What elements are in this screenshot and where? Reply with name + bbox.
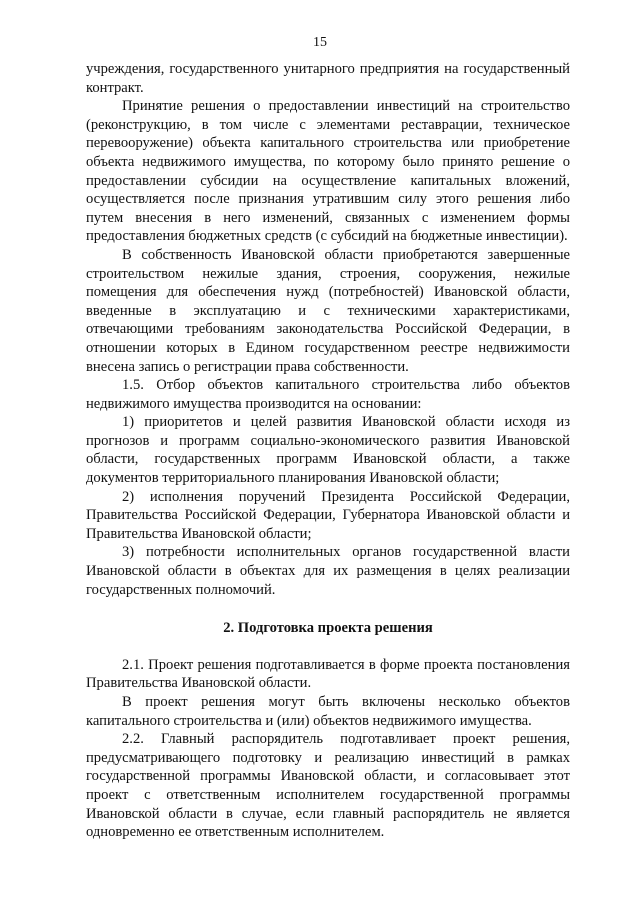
- paragraph-property-acquisition: В собственность Ивановской области приобретаются завершенные строительством нежилые здания, строения, сооружения, нежилые помещения для обеспечения нужд (потребностей) Ивановской области, введенные в эксплуатацию и с техническими характеристиками, отвечающими требованиям законодательства Российской Федерации, в отношении которых в Едином государственном реестре недвижимости внесена запись о регистрации права собственности.: [86, 246, 570, 375]
- section-heading: 2. Подготовка проекта решения: [223, 620, 433, 637]
- list-item-1: 1) приоритетов и целей развития Ивановской области исходя из прогнозов и программ социально-экономического развития Ивановской области, государственных программ Ивановской области, а также документов территориального планирования Ивановской области;: [86, 414, 570, 487]
- paragraph-multiple-objects: В проект решения могут быть включены несколько объектов капитального строительства и (или) объектов недвижимого имущества.: [86, 694, 570, 729]
- paragraph-continuation: учреждения, государственного унитарного предприятия на государственный контракт.: [86, 61, 570, 96]
- page-number: 15: [313, 35, 327, 50]
- paragraph-clause-2-2: 2.2. Главный распорядитель подготавливает проект решения, предусматривающего подготовку и реализацию инвестиций в рамках государственной программы Ивановской области, и согласовывает этот проект с ответственным исполнителем государственной программы Ивановской области в случае, если главный распорядитель не является одновременно ее ответственным исполнителем.: [86, 731, 570, 841]
- document-body: [86, 60, 570, 842]
- list-item-3: 3) потребности исполнительных органов государственной власти Ивановской области в объектах для их размещения в целях реализации государственных полномочий.: [86, 544, 570, 598]
- paragraph-investment-decision: Принятие решения о предоставлении инвестиций на строительство (реконструкцию, в том числе с элементами реставрации, техническое перевооружение) объекта капитального строительства или приобретение объекта недвижимого имущества, по которому было принято решение о предоставлении субсидии на осуществление капитальных вложений, осуществляется после признания утратившим силу этого решения либо путем внесения в него изменений, связанных с изменением формы предоставления бюджетных средств (с субсидий на бюджетные инвестиции).: [86, 98, 570, 245]
- list-item-2: 2) исполнения поручений Президента Российской Федерации, Правительства Российской Федерации, Губернатора Ивановской области и Правительства Ивановской области;: [86, 488, 570, 542]
- paragraph-clause-1-5: 1.5. Отбор объектов капитального строительства либо объектов недвижимого имущества производится на основании:: [86, 377, 570, 412]
- paragraph-clause-2-1: 2.1. Проект решения подготавливается в форме проекта постановления Правительства Ивановской области.: [86, 656, 570, 692]
